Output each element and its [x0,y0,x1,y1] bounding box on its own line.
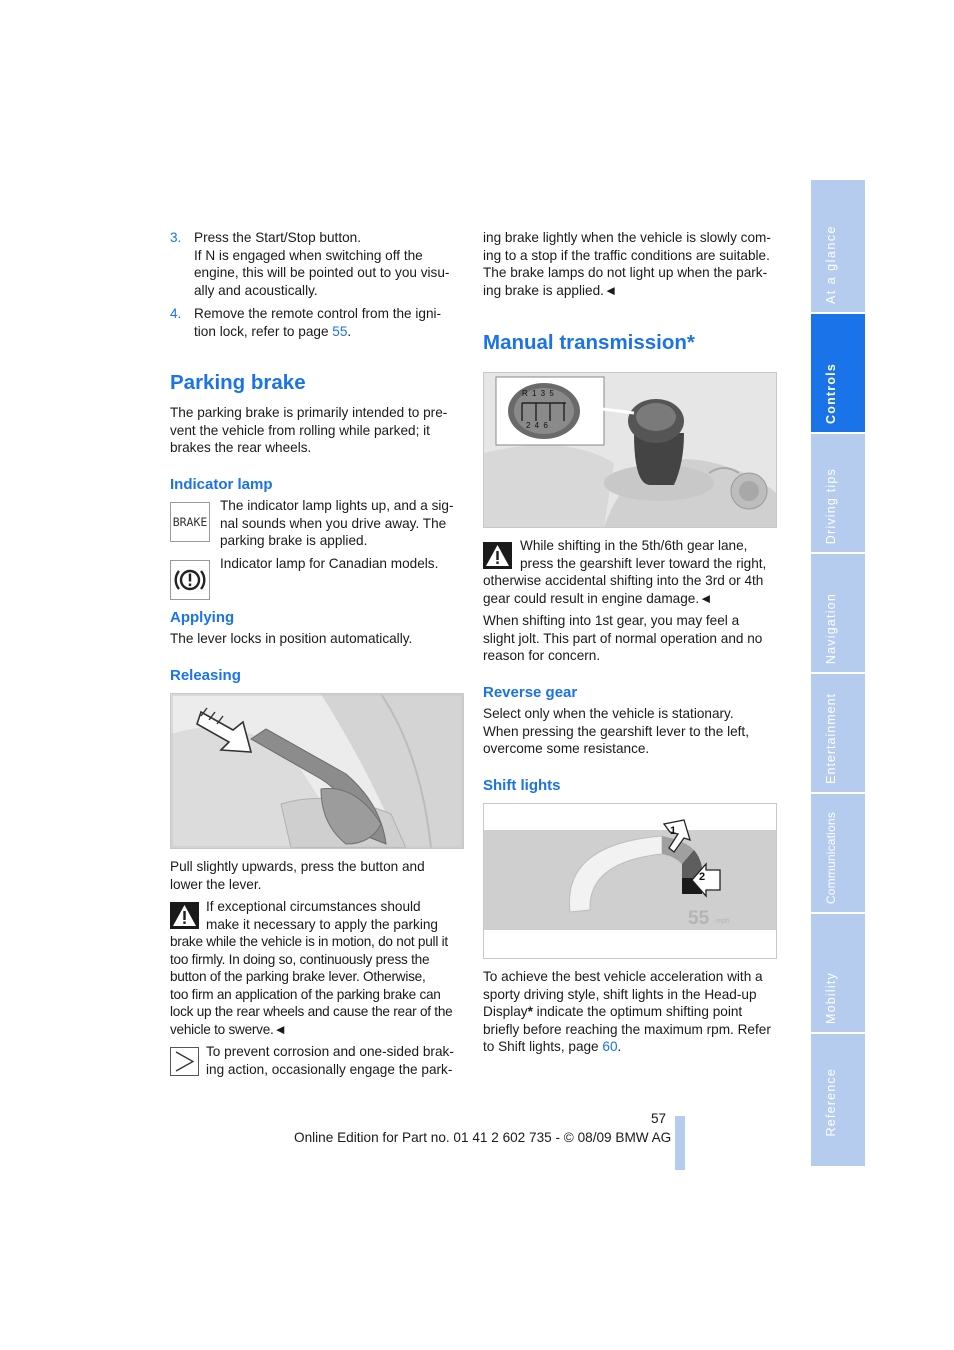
paragraph-line: ing action, occasionally engage the park- [206,1061,453,1077]
paragraph-line: sporty driving style, shift lights in the Head-up [483,986,757,1002]
paragraph-line: gear could result in engine damage.◄ [483,590,713,606]
shift-lights-text [483,968,778,1056]
text-fragment: to Shift lights, page [483,1039,603,1055]
gearshift-figure [483,372,777,528]
step-text-fragment: tion lock, refer to page [194,323,333,339]
paragraph-line: make it necessary to apply the parking [206,916,438,932]
step-text-fragment: . [347,323,352,339]
tab-navigation[interactable] [811,554,865,672]
hud-speed: 55 [688,908,710,929]
parking-brake-heading: Parking brake [170,371,306,394]
step-text [194,323,465,341]
edition-line: Online Edition for Part no. 01 41 2 602 735 - © 08/09 BMW AG [294,1130,672,1145]
brake-lamp-label: BRAKE [172,515,208,529]
asterisk: * [527,1004,533,1020]
step-number: 4. [170,306,182,322]
page-link-55[interactable]: 55 [332,323,348,339]
paragraph-line: reason for concern. [483,648,601,664]
tab-label: Communications [824,811,838,904]
page-link-60[interactable]: 60 [602,1039,618,1055]
tab-entertainment[interactable] [811,674,865,792]
tab-communications[interactable] [811,794,865,912]
canadian-brake-lamp-icon [170,560,210,600]
page-number: 57 [651,1111,667,1126]
releasing-heading: Releasing [170,667,241,684]
text-fragment: . [617,1039,622,1055]
tab-mobility[interactable] [811,914,865,1032]
paragraph-line: The parking brake is primarily intended to pre- [170,405,448,420]
tab-label: Navigation [824,592,838,664]
step-4 [170,305,465,340]
paragraph-line: To prevent corrosion and one-sided brak- [206,1044,454,1059]
paragraph-line: overcome some resistance. [483,741,650,757]
text-fragment: Display [483,1004,528,1020]
paragraph-line: parking brake is applied. [220,533,368,549]
footer-bar [675,1116,685,1170]
applying-heading: Applying [170,609,235,626]
indicator-text [220,497,465,550]
paragraph-line: While shifting in the 5th/6th gear lane, [520,538,748,553]
parking-brake-lever-illustration [171,694,463,848]
paragraph-line: too firmly. In doing so, continuously press the [170,951,430,967]
step-text: If N is engaged when switching off the [194,247,423,263]
paragraph-line: ing to a stop if the traffic conditions are suitable. [483,247,770,263]
shift-lights-heading: Shift lights [483,777,561,794]
paragraph-line: The brake lamps do not light up when the park- [483,265,768,281]
warning-text-full [170,933,465,1039]
paragraph-line: When shifting into 1st gear, you may feel a [483,613,740,628]
paragraph-line: The indicator lamp lights up, and a sig- [220,498,454,513]
paragraph-line: nal sounds when you drive away. The [220,515,447,531]
paragraph-line: briefly before reaching the maximum rpm. Refer [483,1021,771,1037]
reverse-gear-heading: Reverse gear [483,684,578,701]
warning-triangle-icon [170,902,199,929]
paragraph-line [483,1003,778,1021]
paragraph-line: ing brake is applied.◄ [483,282,618,298]
paragraph-line [483,1038,778,1056]
note-icon [170,1047,199,1076]
paragraph-line: To achieve the best vehicle acceleration with a [483,969,763,984]
step-text: Press the Start/Stop button. [194,230,361,245]
warning-circle-icon [171,561,209,599]
paragraph-line: brake while the vehicle is in motion, do not pull it [170,934,448,949]
parking-brake-figure [170,693,464,849]
note-continued [483,229,778,299]
warning-text-indented [520,537,778,572]
tab-label: Controls [824,363,838,424]
paragraph-line: lower the lever. [170,876,262,892]
step-text: Remove the remote control from the igni- [194,306,442,322]
paragraph-line: brakes the rear wheels. [170,440,312,456]
paragraph-line: ing brake lightly when the vehicle is slowly com- [483,230,771,245]
releasing-text [170,858,465,893]
step-number: 3. [170,230,182,245]
paragraph-line: When pressing the gearshift lever to the left, [483,723,749,739]
hud-speed-unit: mph [716,918,730,925]
paragraph-line: otherwise accidental shifting into the 3rd or 4th [483,573,764,588]
paragraph-line: too firm an application of the parking brake can [170,986,441,1002]
warning-triangle-icon [483,542,512,569]
paragraph-line: lock up the rear wheels and cause the rear of the [170,1004,453,1020]
warning-text-indented [206,898,464,933]
gear-pattern-bottom: 2 4 6 [526,421,549,430]
indicator-lamp-heading: Indicator lamp [170,476,273,493]
tab-controls[interactable] [811,314,865,432]
gear-pattern-top: R 1 3 5 [522,389,555,398]
manual-transmission-heading: Manual transmission* [483,331,695,354]
paragraph-line: press the gearshift lever toward the right, [520,555,767,571]
paragraph-line: If exceptional circumstances should [206,899,421,914]
tab-label: Reference [824,1067,838,1136]
paragraph-line: vehicle to swerve.◄ [170,1021,287,1037]
paragraph-line: button of the parking brake lever. Otherwise, [170,969,426,985]
shift-lights-figure [483,803,777,959]
warning-text-full [483,572,778,607]
parking-brake-intro [170,404,465,457]
brake-lamp-icon [170,502,210,542]
callout-1: 1 [670,825,677,837]
paragraph-line: slight jolt. This part of normal operation and no [483,630,763,646]
tab-label: At a glance [824,224,838,304]
paragraph-line: Select only when the vehicle is stationary. [483,706,734,721]
first-gear-text [483,612,778,665]
note-text [206,1043,464,1078]
paragraph-line: vent the vehicle from rolling while parked; it [170,422,430,438]
tab-driving-tips[interactable] [811,434,865,552]
canadian-text: Indicator lamp for Canadian models. [220,556,439,571]
shift-lights-illustration [484,804,776,958]
step-text: engine, this will be pointed out to you visu- [194,265,450,281]
text-fragment: indicate the optimum shifting point [532,1004,743,1020]
tab-at-a-glance[interactable] [811,180,865,312]
applying-text: The lever locks in position automatically. [170,631,413,646]
step-text: ally and acoustically. [194,282,318,298]
tab-label: Driving tips [824,467,838,544]
tab-reference[interactable] [811,1034,865,1166]
reverse-text [483,705,778,758]
callout-2: 2 [699,871,706,883]
step-list [170,229,465,341]
tab-label: Mobility [824,972,838,1024]
tab-label: Entertainment [824,693,838,784]
step-3 [170,229,465,299]
paragraph-line: Pull slightly upwards, press the button and [170,859,425,874]
